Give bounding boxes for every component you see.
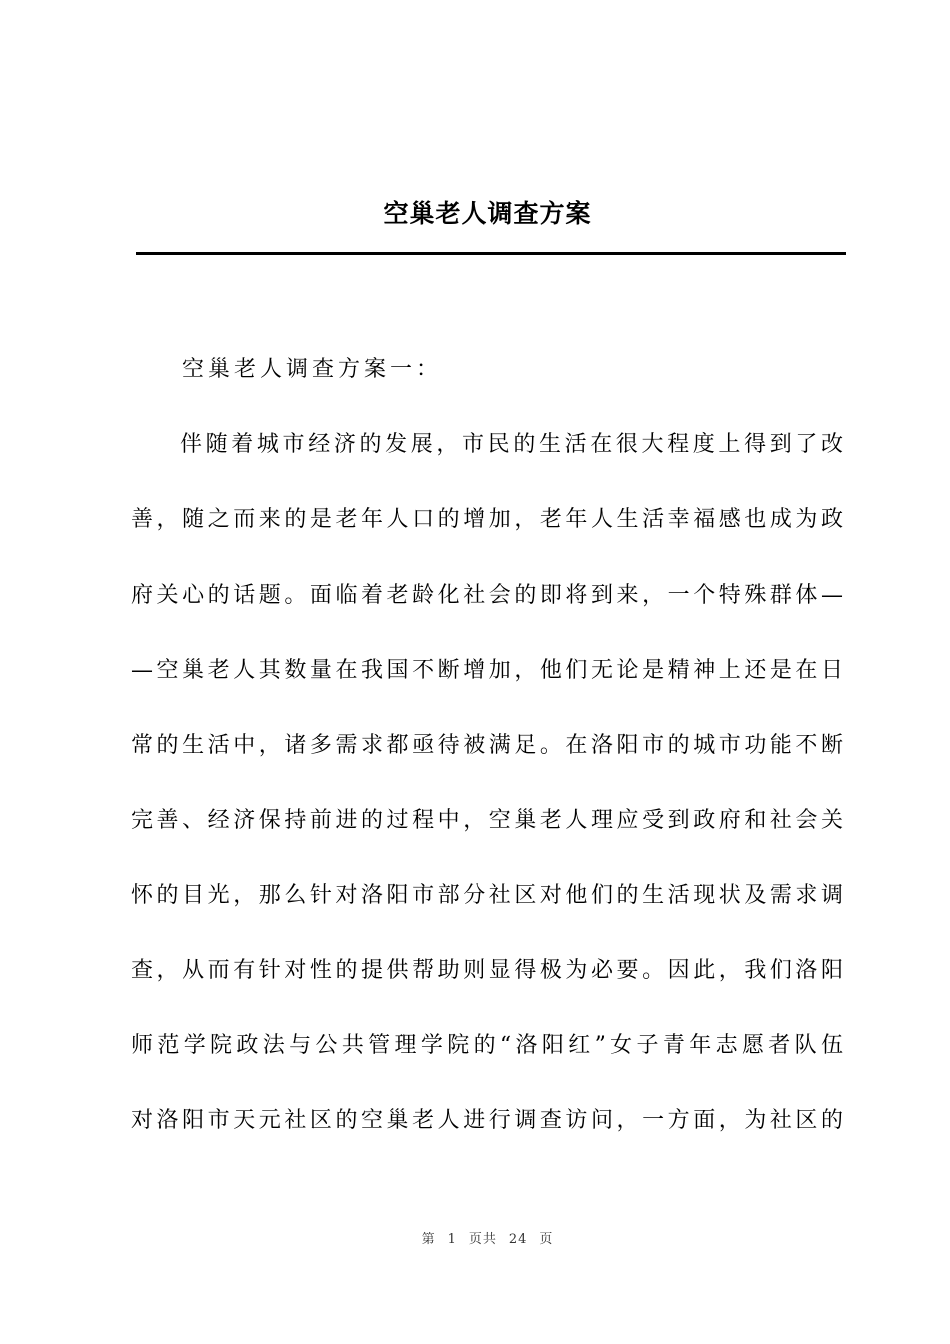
footer-page-number: 1 [447, 1232, 457, 1247]
paragraph-line: 府关心的话题。面临着老龄化社会的即将到来，一个特殊群体— [131, 583, 843, 608]
footer-total-pages: 24 [508, 1232, 528, 1247]
paragraph-line: 怀的目光，那么针对洛阳市部分社区对他们的生活现状及需求调 [131, 883, 843, 908]
document-title: 空巢老人调查方案 [383, 199, 592, 228]
paragraph-line: 师范学院政法与公共管理学院的“洛阳红”女子青年志愿者队伍 [131, 1033, 843, 1058]
paragraph-line: 伴随着城市经济的发展，市民的生活在很大程度上得到了改 [180, 432, 843, 457]
paragraph-line: 对洛阳市天元社区的空巢老人进行调查访问，一方面，为社区的 [131, 1108, 843, 1133]
title-underline [136, 252, 846, 255]
footer-prefix: 第 [421, 1232, 436, 1247]
paragraph-line: 查，从而有针对性的提供帮助则显得极为必要。因此，我们洛阳 [131, 958, 843, 983]
paragraph-line: 善，随之而来的是老年人口的增加，老年人生活幸福感也成为政 [131, 507, 843, 532]
paragraph-line: 完善、经济保持前进的过程中，空巢老人理应受到政府和社会关 [131, 808, 843, 833]
page-footer [0, 1228, 950, 1247]
section-heading: 空巢老人调查方案一： [182, 357, 443, 382]
paragraph-line: —空巢老人其数量在我国不断增加，他们无论是精神上还是在日 [131, 658, 843, 683]
paragraph-line: 常的生活中，诸多需求都亟待被满足。在洛阳市的城市功能不断 [131, 733, 843, 758]
footer-suffix: 页 [539, 1232, 554, 1247]
footer-middle: 页共 [468, 1232, 497, 1247]
